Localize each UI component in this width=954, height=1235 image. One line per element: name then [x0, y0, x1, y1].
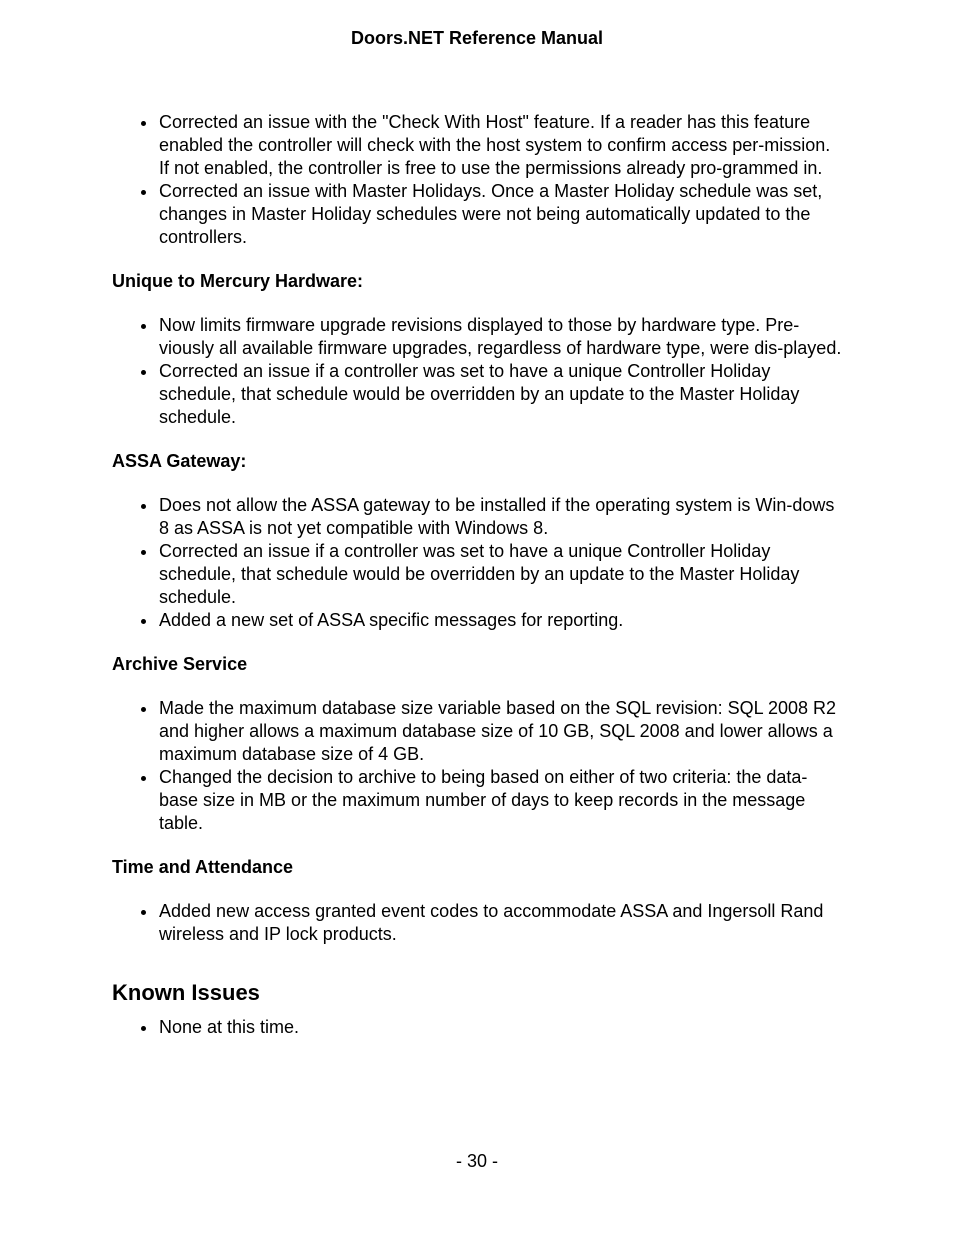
section-heading-mercury: Unique to Mercury Hardware:	[112, 271, 364, 291]
list-item-text: Made the maximum database size variable based on the SQL revision: SQL 2008 R2 and higher allows a maximum database size of 10 GB, SQL 2008 and lower allows a maximum database size of 4 GB.	[159, 698, 837, 764]
list-item	[112, 540, 842, 609]
list-item	[112, 111, 842, 180]
list-item	[112, 360, 842, 429]
intro-bullet-list	[112, 111, 842, 249]
list-item	[112, 697, 842, 766]
bullet-icon	[141, 707, 146, 712]
list-item	[112, 766, 842, 835]
bullet-icon	[141, 504, 146, 509]
list-item	[112, 900, 842, 946]
assa-gateway-bullet-list	[112, 494, 842, 632]
section-heading-assa-gateway: ASSA Gateway:	[112, 451, 247, 471]
list-item	[112, 314, 842, 360]
time-attendance-bullet-list	[112, 900, 842, 946]
list-item-text: Added a new set of ASSA specific messages for reporting.	[159, 610, 624, 630]
bullet-icon	[141, 370, 146, 375]
bullet-icon	[141, 619, 146, 624]
bullet-icon	[141, 324, 146, 329]
list-item-text: Corrected an issue with the "Check With Host" feature. If a reader has this feature enabled the controller will check with the host system to confirm access per-mission. If not enabled, the controller is free to use the permissions already pro-grammed in.	[159, 112, 831, 178]
list-item-text: Added new access granted event codes to accommodate ASSA and Ingersoll Rand wireless and IP lock products.	[159, 901, 824, 944]
bullet-icon	[141, 776, 146, 781]
bullet-icon	[141, 1026, 146, 1031]
list-item-text: Changed the decision to archive to being based on either of two criteria: the data-base size in MB or the maximum number of days to keep records in the message table.	[159, 767, 808, 833]
list-item	[112, 494, 842, 540]
section-heading-time-attendance: Time and Attendance	[112, 857, 294, 877]
list-item	[112, 609, 842, 632]
mercury-bullet-list	[112, 314, 842, 429]
bullet-icon	[141, 121, 146, 126]
bullet-icon	[141, 910, 146, 915]
list-item-text: Corrected an issue if a controller was set to have a unique Controller Holiday schedule, that schedule would be overridden by an update to the Master Holiday schedule.	[159, 541, 800, 607]
bullet-icon	[141, 190, 146, 195]
list-item-text: Corrected an issue if a controller was set to have a unique Controller Holiday schedule, that schedule would be overridden by an update to the Master Holiday schedule.	[159, 361, 800, 427]
list-item-text: Does not allow the ASSA gateway to be installed if the operating system is Win-dows 8 as ASSA is not yet compatible with Windows 8.	[159, 495, 835, 538]
known-issues-title: Known Issues	[112, 980, 260, 1005]
page-header-title: Doors.NET Reference Manual	[350, 28, 604, 48]
page-number: - 30 -	[455, 1151, 498, 1171]
page-content	[112, 111, 842, 1039]
list-item-text: None at this time.	[159, 1017, 300, 1037]
known-issues-bullet-list	[112, 1016, 842, 1039]
archive-service-bullet-list	[112, 697, 842, 835]
list-item-text: Corrected an issue with Master Holidays. Once a Master Holiday schedule was set, changes in Master Holiday schedules were not being automatically updated to the controllers.	[159, 181, 823, 247]
section-heading-archive-service: Archive Service	[112, 654, 248, 674]
list-item-text: Now limits firmware upgrade revisions displayed to those by hardware type. Pre-viously all available firmware upgrades, regardless of hardware type, were dis-played.	[159, 315, 842, 358]
bullet-icon	[141, 550, 146, 555]
list-item	[112, 180, 842, 249]
list-item	[112, 1016, 842, 1039]
